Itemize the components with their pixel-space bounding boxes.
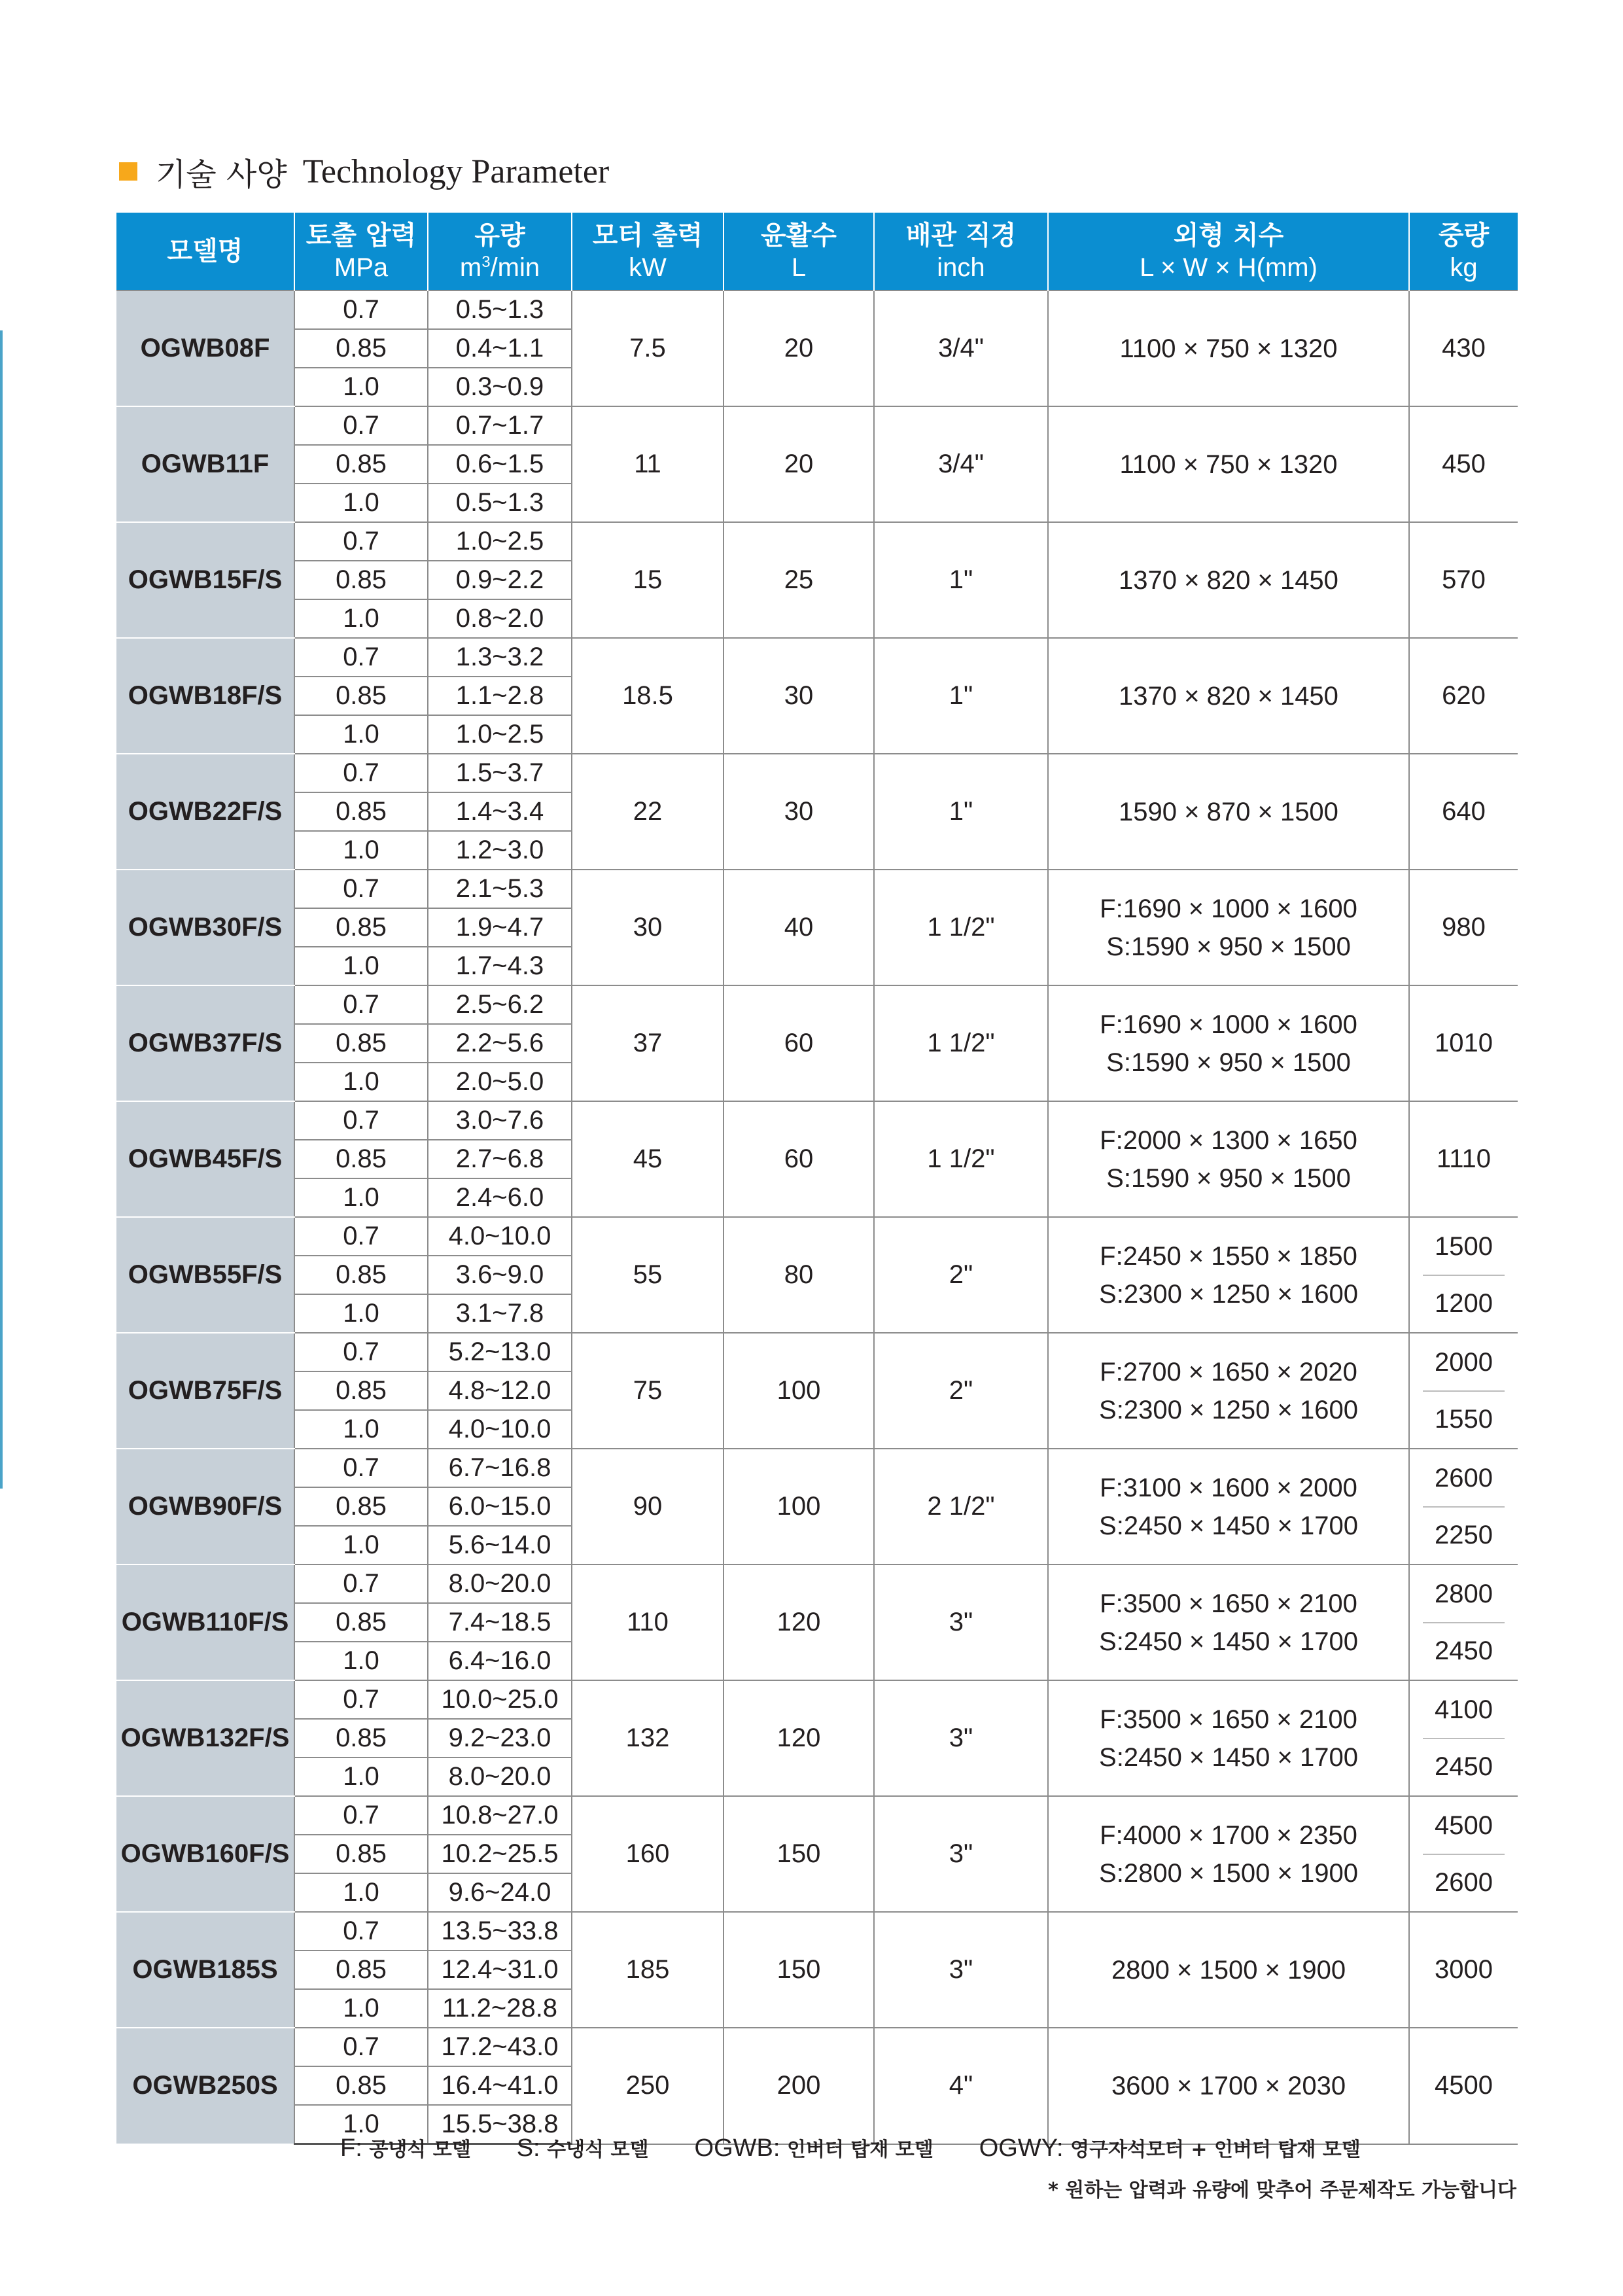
table-row <box>116 522 1518 561</box>
dims-line: S:2800 × 1500 × 1900 <box>1099 1858 1358 1888</box>
flow-cell: 2.4~6.0 <box>428 1178 572 1217</box>
header-pipe: 배관 직경 inch <box>874 213 1048 291</box>
dims-cell <box>1048 1217 1409 1333</box>
pressure-cell: 0.85 <box>294 1256 428 1294</box>
flow-cell: 1.1~2.8 <box>428 677 572 715</box>
flow-cell: 4.0~10.0 <box>428 1410 572 1449</box>
dims-line: 2800 × 1500 × 1900 <box>1111 1955 1346 1985</box>
weight-value: 2250 <box>1435 1520 1493 1549</box>
square-bullet-icon <box>119 162 137 181</box>
model-name: OGWB11F <box>116 406 294 522</box>
pipe-cell: 1" <box>874 754 1048 870</box>
pipe-cell: 2 1/2" <box>874 1449 1048 1564</box>
pressure-cell: 0.85 <box>294 1951 428 1989</box>
dims-line: 3600 × 1700 × 2030 <box>1111 2071 1346 2100</box>
pipe-cell: 3" <box>874 1796 1048 1912</box>
table-row <box>116 638 1518 677</box>
pressure-cell: 0.85 <box>294 1371 428 1410</box>
flow-cell: 1.0~2.5 <box>428 715 572 754</box>
pipe-cell: 1 1/2" <box>874 985 1048 1101</box>
flow-cell: 3.6~9.0 <box>428 1256 572 1294</box>
flow-cell: 9.2~23.0 <box>428 1719 572 1757</box>
pressure-cell: 0.85 <box>294 1024 428 1063</box>
table-row <box>116 1217 1518 1256</box>
page-edge-stripe <box>0 330 3 1489</box>
dims-cell <box>1048 985 1409 1101</box>
oil-cell: 150 <box>724 1796 874 1912</box>
dims-line: 1100 × 750 × 1320 <box>1119 450 1338 479</box>
pressure-cell: 1.0 <box>294 368 428 406</box>
pressure-cell: 0.85 <box>294 1603 428 1642</box>
header-model: 모델명 <box>116 213 294 291</box>
dims-cell <box>1048 2028 1409 2144</box>
custom-order-note: * 원하는 압력과 유량에 맞추어 주문제작도 가능합니다 <box>1048 2179 1516 2202</box>
flow-cell: 10.8~27.0 <box>428 1796 572 1835</box>
dims-line: S:1590 × 950 × 1500 <box>1106 1163 1351 1193</box>
pressure-cell: 1.0 <box>294 1410 428 1449</box>
dims-line: F:1690 × 1000 × 1600 <box>1100 1010 1357 1039</box>
model-name: OGWB15F/S <box>116 522 294 638</box>
pipe-cell: 2" <box>874 1333 1048 1449</box>
flow-cell: 0.6~1.5 <box>428 445 572 484</box>
model-name: OGWB185S <box>116 1912 294 2028</box>
dims-cell <box>1048 1333 1409 1449</box>
flow-cell: 0.5~1.3 <box>428 291 572 329</box>
pressure-cell: 1.0 <box>294 1757 428 1796</box>
oil-cell: 20 <box>724 406 874 522</box>
weight-cell <box>1409 1680 1518 1796</box>
flow-cell: 1.3~3.2 <box>428 638 572 677</box>
flow-cell: 9.6~24.0 <box>428 1873 572 1912</box>
flow-cell: 0.8~2.0 <box>428 599 572 638</box>
header-pressure: 토출 압력 MPa <box>294 213 428 291</box>
pressure-cell: 0.7 <box>294 291 428 329</box>
pipe-cell: 1 1/2" <box>874 870 1048 985</box>
table-row <box>116 2028 1518 2066</box>
oil-cell: 120 <box>724 1564 874 1680</box>
oil-cell: 200 <box>724 2028 874 2144</box>
dims-cell <box>1048 1796 1409 1912</box>
pipe-cell: 2" <box>874 1217 1048 1333</box>
model-name: OGWB250S <box>116 2028 294 2144</box>
weight-value: 2450 <box>1435 1636 1493 1665</box>
dims-line: F:4000 × 1700 × 2350 <box>1100 1820 1357 1850</box>
weight-split <box>1410 1335 1518 1447</box>
motor-cell: 250 <box>572 2028 724 2144</box>
flow-cell: 1.4~3.4 <box>428 792 572 831</box>
model-name: OGWB90F/S <box>116 1449 294 1564</box>
weight-cell <box>1409 1796 1518 1912</box>
header-flow: 유량 $m^3/\min$ <box>428 213 572 291</box>
flow-cell: 0.9~2.2 <box>428 561 572 599</box>
header-oil: 윤활수 L <box>724 213 874 291</box>
table-row <box>116 754 1518 792</box>
weight-cell: 1110 <box>1409 1101 1518 1217</box>
flow-cell: 3.1~7.8 <box>428 1294 572 1333</box>
dims-line: F:3500 × 1650 × 2100 <box>1100 1589 1357 1618</box>
model-name: OGWB30F/S <box>116 870 294 985</box>
weight-cell <box>1409 1564 1518 1680</box>
model-name: OGWB18F/S <box>116 638 294 754</box>
pressure-cell: 0.7 <box>294 870 428 908</box>
oil-cell: 100 <box>724 1333 874 1449</box>
dims-line: S:2450 × 1450 × 1700 <box>1099 1742 1358 1772</box>
table-row <box>116 1449 1518 1487</box>
dims-line: F:3100 × 1600 × 2000 <box>1100 1473 1357 1502</box>
dims-cell <box>1048 406 1409 522</box>
flow-cell: 1.2~3.0 <box>428 831 572 870</box>
weight-value: 2450 <box>1435 1752 1493 1781</box>
motor-cell: 11 <box>572 406 724 522</box>
pipe-cell: 3" <box>874 1680 1048 1796</box>
legend-ogwy: OGWY: 영구자석모터 + 인버터 탑재 모델 <box>979 2134 1361 2162</box>
flow-cell: 2.7~6.8 <box>428 1140 572 1178</box>
dims-line: S:2450 × 1450 × 1700 <box>1099 1511 1358 1540</box>
pressure-cell: 0.7 <box>294 1217 428 1256</box>
dims-line: F:2000 × 1300 × 1650 <box>1100 1125 1357 1155</box>
pressure-cell: 1.0 <box>294 2105 428 2144</box>
dims-line: F:2450 × 1550 × 1850 <box>1100 1241 1357 1271</box>
table-row <box>116 406 1518 445</box>
weight-value: 2600 <box>1423 1451 1505 1508</box>
flow-cell: 15.5~38.8 <box>428 2105 572 2144</box>
pressure-cell: 1.0 <box>294 484 428 522</box>
dims-cell <box>1048 291 1409 406</box>
model-name: OGWB37F/S <box>116 985 294 1101</box>
flow-cell: 2.0~5.0 <box>428 1063 572 1101</box>
dims-cell <box>1048 522 1409 638</box>
pressure-cell: 0.85 <box>294 2066 428 2105</box>
pressure-cell: 0.7 <box>294 2028 428 2066</box>
pressure-cell: 0.85 <box>294 445 428 484</box>
motor-cell: 110 <box>572 1564 724 1680</box>
flow-cell: 6.7~16.8 <box>428 1449 572 1487</box>
oil-cell: 120 <box>724 1680 874 1796</box>
dims-cell <box>1048 754 1409 870</box>
pressure-cell: 0.85 <box>294 792 428 831</box>
table-row <box>116 1912 1518 1951</box>
legend <box>340 2133 1361 2163</box>
pipe-cell: 1 1/2" <box>874 1101 1048 1217</box>
pipe-cell: 4" <box>874 2028 1048 2144</box>
motor-cell: 7.5 <box>572 291 724 406</box>
model-name: OGWB132F/S <box>116 1680 294 1796</box>
weight-cell <box>1409 1449 1518 1564</box>
motor-cell: 90 <box>572 1449 724 1564</box>
pressure-cell: 1.0 <box>294 1526 428 1564</box>
flow-cell: 4.8~12.0 <box>428 1371 572 1410</box>
weight-value: 4100 <box>1423 1682 1505 1739</box>
section-title-en: Technology Parameter <box>302 152 610 190</box>
pipe-cell: 3" <box>874 1564 1048 1680</box>
weight-split <box>1410 1451 1518 1563</box>
pressure-cell: 1.0 <box>294 1989 428 2028</box>
section-title-ko: 기술 사양 <box>156 156 287 193</box>
oil-cell: 30 <box>724 638 874 754</box>
pressure-cell: 0.7 <box>294 406 428 445</box>
dims-line: 1370 × 820 × 1450 <box>1119 565 1338 595</box>
table-row <box>116 1333 1518 1371</box>
weight-cell: 640 <box>1409 754 1518 870</box>
pipe-cell: 3/4" <box>874 291 1048 406</box>
motor-cell: 22 <box>572 754 724 870</box>
pressure-cell: 1.0 <box>294 1642 428 1680</box>
pressure-cell: 0.85 <box>294 677 428 715</box>
flow-cell: 3.0~7.6 <box>428 1101 572 1140</box>
oil-cell: 20 <box>724 291 874 406</box>
weight-cell: 3000 <box>1409 1912 1518 2028</box>
pipe-cell: 1" <box>874 522 1048 638</box>
header-dims: 외형 치수 L × W × H(mm) <box>1048 213 1409 291</box>
dims-line: S:1590 × 950 × 1500 <box>1106 932 1351 961</box>
weight-cell <box>1409 1217 1518 1333</box>
motor-cell: 55 <box>572 1217 724 1333</box>
section-heading <box>119 145 609 198</box>
dims-line: F:3500 × 1650 × 2100 <box>1100 1704 1357 1734</box>
model-name: OGWB160F/S <box>116 1796 294 1912</box>
weight-cell: 1010 <box>1409 985 1518 1101</box>
weight-split <box>1410 1798 1518 1911</box>
pressure-cell: 0.7 <box>294 1101 428 1140</box>
flow-cell: 1.5~3.7 <box>428 754 572 792</box>
pressure-cell: 1.0 <box>294 947 428 985</box>
weight-cell: 430 <box>1409 291 1518 406</box>
table-row <box>116 1680 1518 1719</box>
weight-value: 1550 <box>1435 1404 1493 1434</box>
pipe-cell: 3" <box>874 1912 1048 2028</box>
weight-value: 2600 <box>1435 1867 1493 1897</box>
oil-cell: 60 <box>724 985 874 1101</box>
spec-table <box>116 213 1518 2145</box>
dims-cell <box>1048 870 1409 985</box>
pressure-cell: 1.0 <box>294 1178 428 1217</box>
legend-f: F: 공냉식 모델 <box>340 2134 471 2162</box>
pressure-cell: 0.85 <box>294 1835 428 1873</box>
table-row <box>116 985 1518 1024</box>
header-motor: 모터 출력 kW <box>572 213 724 291</box>
flow-cell: 13.5~33.8 <box>428 1912 572 1951</box>
model-name: OGWB45F/S <box>116 1101 294 1217</box>
oil-cell: 150 <box>724 1912 874 2028</box>
header-weight: 중량 kg <box>1409 213 1518 291</box>
flow-cell: 17.2~43.0 <box>428 2028 572 2066</box>
pipe-cell: 1" <box>874 638 1048 754</box>
flow-cell: 1.7~4.3 <box>428 947 572 985</box>
legend-s: S: 수냉식 모델 <box>516 2134 649 2162</box>
flow-cell: 5.2~13.0 <box>428 1333 572 1371</box>
pressure-cell: 0.7 <box>294 522 428 561</box>
oil-cell: 80 <box>724 1217 874 1333</box>
flow-cell: 8.0~20.0 <box>428 1757 572 1796</box>
weight-value: 2000 <box>1423 1335 1505 1392</box>
pressure-cell: 0.7 <box>294 1680 428 1719</box>
pressure-cell: 0.7 <box>294 638 428 677</box>
flow-cell: 8.0~20.0 <box>428 1564 572 1603</box>
table-row <box>116 870 1518 908</box>
dims-cell <box>1048 1564 1409 1680</box>
flow-cell: 0.5~1.3 <box>428 484 572 522</box>
flow-cell: 10.0~25.0 <box>428 1680 572 1719</box>
motor-cell: 75 <box>572 1333 724 1449</box>
flow-cell: 0.7~1.7 <box>428 406 572 445</box>
oil-cell: 30 <box>724 754 874 870</box>
flow-cell: 2.2~5.6 <box>428 1024 572 1063</box>
flow-cell: 0.4~1.1 <box>428 329 572 368</box>
table-header-row <box>116 213 1518 291</box>
pressure-cell: 0.85 <box>294 908 428 947</box>
table-row <box>116 1101 1518 1140</box>
motor-cell: 15 <box>572 522 724 638</box>
model-name: OGWB55F/S <box>116 1217 294 1333</box>
dims-cell <box>1048 1449 1409 1564</box>
pressure-cell: 0.85 <box>294 561 428 599</box>
table-row <box>116 1564 1518 1603</box>
model-name: OGWB110F/S <box>116 1564 294 1680</box>
table-row <box>116 1796 1518 1835</box>
flow-cell: 1.0~2.5 <box>428 522 572 561</box>
dims-line: 1590 × 870 × 1500 <box>1119 797 1338 826</box>
weight-cell: 450 <box>1409 406 1518 522</box>
dims-line: S:2300 × 1250 × 1600 <box>1099 1395 1358 1424</box>
dims-line: S:2300 × 1250 × 1600 <box>1099 1279 1358 1309</box>
motor-cell: 30 <box>572 870 724 985</box>
pressure-cell: 0.7 <box>294 754 428 792</box>
flow-cell: 5.6~14.0 <box>428 1526 572 1564</box>
weight-value: 4500 <box>1423 1798 1505 1855</box>
dims-cell <box>1048 1680 1409 1796</box>
pressure-cell: 0.85 <box>294 1140 428 1178</box>
pressure-cell: 0.7 <box>294 985 428 1024</box>
model-name: OGWB08F <box>116 291 294 406</box>
motor-cell: 37 <box>572 985 724 1101</box>
flow-cell: 1.9~4.7 <box>428 908 572 947</box>
oil-cell: 40 <box>724 870 874 985</box>
weight-cell: 980 <box>1409 870 1518 985</box>
motor-cell: 18.5 <box>572 638 724 754</box>
dims-line: 1370 × 820 × 1450 <box>1119 681 1338 711</box>
flow-cell: 6.4~16.0 <box>428 1642 572 1680</box>
pressure-cell: 1.0 <box>294 1873 428 1912</box>
pressure-cell: 1.0 <box>294 1063 428 1101</box>
pressure-cell: 1.0 <box>294 831 428 870</box>
pressure-cell: 0.7 <box>294 1564 428 1603</box>
flow-cell: 0.3~0.9 <box>428 368 572 406</box>
weight-value: 2800 <box>1423 1566 1505 1623</box>
flow-cell: 2.5~6.2 <box>428 985 572 1024</box>
flow-cell: 7.4~18.5 <box>428 1603 572 1642</box>
flow-cell: 12.4~31.0 <box>428 1951 572 1989</box>
weight-cell: 570 <box>1409 522 1518 638</box>
weight-split <box>1410 1566 1518 1679</box>
pressure-cell: 0.7 <box>294 1796 428 1835</box>
dims-cell <box>1048 638 1409 754</box>
oil-cell: 60 <box>724 1101 874 1217</box>
motor-cell: 185 <box>572 1912 724 2028</box>
oil-cell: 25 <box>724 522 874 638</box>
flow-cell: 11.2~28.8 <box>428 1989 572 2028</box>
dims-line: 1100 × 750 × 1320 <box>1119 334 1338 363</box>
pressure-cell: 1.0 <box>294 599 428 638</box>
weight-split <box>1410 1219 1518 1332</box>
pressure-cell: 0.85 <box>294 329 428 368</box>
dims-line: S:1590 × 950 × 1500 <box>1106 1048 1351 1077</box>
motor-cell: 160 <box>572 1796 724 1912</box>
weight-value: 1200 <box>1435 1288 1493 1318</box>
dims-cell <box>1048 1101 1409 1217</box>
model-name: OGWB22F/S <box>116 754 294 870</box>
pressure-cell: 0.7 <box>294 1333 428 1371</box>
weight-cell: 4500 <box>1409 2028 1518 2144</box>
legend-ogwb: OGWB: 인버터 탑재 모델 <box>694 2134 934 2162</box>
motor-cell: 45 <box>572 1101 724 1217</box>
pressure-cell: 0.7 <box>294 1449 428 1487</box>
pressure-cell: 0.85 <box>294 1719 428 1757</box>
pressure-cell: 1.0 <box>294 715 428 754</box>
flow-cell: 6.0~15.0 <box>428 1487 572 1526</box>
pressure-cell: 0.7 <box>294 1912 428 1951</box>
dims-cell <box>1048 1912 1409 2028</box>
model-name: OGWB75F/S <box>116 1333 294 1449</box>
dims-line: S:2450 × 1450 × 1700 <box>1099 1627 1358 1656</box>
dims-line: F:1690 × 1000 × 1600 <box>1100 894 1357 923</box>
pipe-cell: 3/4" <box>874 406 1048 522</box>
motor-cell: 132 <box>572 1680 724 1796</box>
oil-cell: 100 <box>724 1449 874 1564</box>
weight-cell: 620 <box>1409 638 1518 754</box>
flow-cell: 10.2~25.5 <box>428 1835 572 1873</box>
flow-cell: 16.4~41.0 <box>428 2066 572 2105</box>
flow-cell: 2.1~5.3 <box>428 870 572 908</box>
pressure-cell: 0.85 <box>294 1487 428 1526</box>
dims-line: F:2700 × 1650 × 2020 <box>1100 1357 1357 1386</box>
flow-cell: 4.0~10.0 <box>428 1217 572 1256</box>
table-row <box>116 291 1518 329</box>
weight-value: 1500 <box>1423 1219 1505 1276</box>
pressure-cell: 1.0 <box>294 1294 428 1333</box>
weight-cell <box>1409 1333 1518 1449</box>
weight-split <box>1410 1682 1518 1795</box>
